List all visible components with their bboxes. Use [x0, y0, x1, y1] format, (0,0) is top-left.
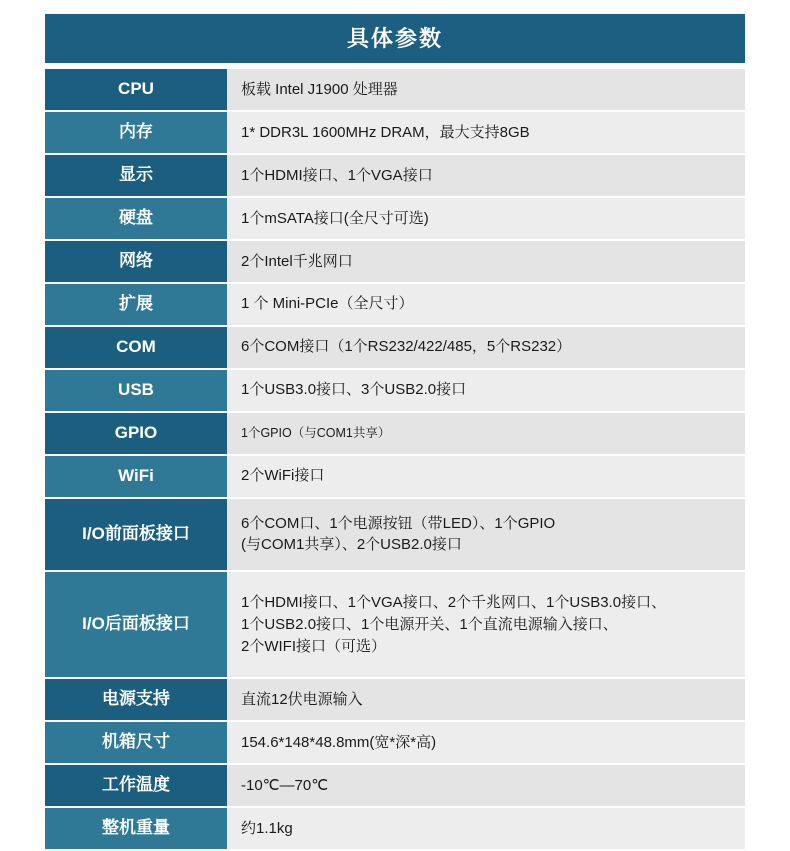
- spec-label: COM: [45, 326, 227, 369]
- spec-value: [227, 678, 745, 721]
- specifications-table: [45, 69, 745, 851]
- table-row: [45, 369, 745, 412]
- spec-label: 网络: [45, 240, 227, 283]
- spec-label: 显示: [45, 154, 227, 197]
- spec-value-line: 1个USB2.0接口、1个电源开关、1个直流电源输入接口、: [241, 615, 618, 633]
- spec-label: I/O后面板接口: [45, 571, 227, 678]
- spec-value-line: 1个GPIO（与COM1共享）: [241, 426, 391, 441]
- table-row: [45, 678, 745, 721]
- spec-value: [227, 764, 745, 807]
- table-row: [45, 283, 745, 326]
- spec-label: GPIO: [45, 412, 227, 455]
- table-row: [45, 197, 745, 240]
- spec-value-line: 2个WiFi接口: [241, 467, 325, 485]
- spec-value-line: 1个HDMI接口、1个VGA接口、2个千兆网口、1个USB3.0接口、: [241, 594, 667, 612]
- spec-value: [227, 283, 745, 326]
- spec-label: 机箱尺寸: [45, 721, 227, 764]
- table-row: [45, 455, 745, 498]
- spec-value: [227, 240, 745, 283]
- table-row: [45, 764, 745, 807]
- spec-value: [227, 807, 745, 850]
- spec-value: [227, 197, 745, 240]
- table-row: [45, 154, 745, 197]
- spec-value-line: (与COM1共享）、2个USB2.0接口: [241, 536, 462, 554]
- spec-value: [227, 571, 745, 678]
- specifications-table-body: [45, 69, 745, 850]
- spec-value-line: 6个COM接口（1个RS232/422/485，5个RS232）: [241, 338, 572, 356]
- table-row: [45, 111, 745, 154]
- page-title: 具体参数: [45, 14, 745, 63]
- spec-value-line: 154.6*148*48.8mm(宽*深*高): [241, 733, 437, 751]
- spec-value: [227, 412, 745, 455]
- table-row: [45, 240, 745, 283]
- spec-value: [227, 326, 745, 369]
- spec-label: 硬盘: [45, 197, 227, 240]
- spec-value-line: 1 个 Mini-PCIe（全尺寸）: [241, 295, 414, 313]
- table-row: [45, 571, 745, 678]
- spec-label: CPU: [45, 69, 227, 111]
- spec-value-line: 板载 Intel J1900 处理器: [241, 80, 398, 98]
- spec-value-line: 6个COM口、1个电源按钮（带LED）、1个GPIO: [241, 514, 556, 532]
- table-row: [45, 69, 745, 111]
- spec-value-line: 2个WIFI接口（可选）: [241, 637, 386, 655]
- spec-value-line: 2个Intel千兆网口: [241, 252, 353, 270]
- spec-label: I/O前面板接口: [45, 498, 227, 572]
- spec-value-line: 1个USB3.0接口、3个USB2.0接口: [241, 381, 467, 399]
- spec-value-line: -10℃—70℃: [241, 776, 329, 794]
- spec-label: 工作温度: [45, 764, 227, 807]
- spec-value-line: 1个HDMI接口、1个VGA接口: [241, 166, 433, 184]
- spec-label: 整机重量: [45, 807, 227, 850]
- spec-label: USB: [45, 369, 227, 412]
- spec-value: [227, 455, 745, 498]
- table-row: [45, 412, 745, 455]
- spec-value: [227, 154, 745, 197]
- spec-value-line: 直流12伏电源输入: [241, 690, 363, 708]
- spec-sheet: [45, 0, 745, 851]
- table-row: [45, 326, 745, 369]
- spec-value: [227, 369, 745, 412]
- spec-value: [227, 498, 745, 572]
- table-row: [45, 721, 745, 764]
- spec-value: [227, 111, 745, 154]
- spec-value-line: 1个mSATA接口(全尺寸可选): [241, 209, 429, 227]
- spec-label: 扩展: [45, 283, 227, 326]
- spec-label: WiFi: [45, 455, 227, 498]
- spec-value: [227, 69, 745, 111]
- spec-label: 内存: [45, 111, 227, 154]
- spec-label: 电源支持: [45, 678, 227, 721]
- spec-value: [227, 721, 745, 764]
- table-row: [45, 498, 745, 572]
- spec-value-line: 1* DDR3L 1600MHz DRAM，最大支持8GB: [241, 123, 530, 141]
- table-row: [45, 807, 745, 850]
- spec-value-line: 约1.1kg: [241, 819, 293, 837]
